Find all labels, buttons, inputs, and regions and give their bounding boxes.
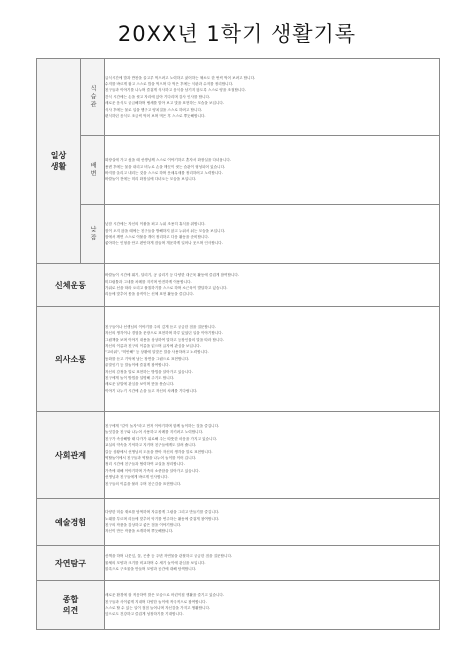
text-line: 노래를 부르며 리듬에 맞추어 악기를 연주하는 활동에 즐겁게 참여합니다. [105,516,220,521]
row-communication [37,307,440,412]
text-line: 편식하던 음식도 조금씩 먹어 보며 먹은 후 스스로 뿌듯해합니다. [105,114,206,119]
text-line: 자신이 만든 작품을 소개하며 뿌듯해합니다. [105,529,174,534]
text-line: 앞으로도 건강하고 즐겁게 성장하기를 기대합니다. [105,612,184,617]
text-nature [105,546,440,581]
text-line: 급식시간에 밥과 반찬을 골고루 먹으려고 노력하고 싫어하는 채소도 한 번씩 먹어 보려고 합니다. [105,75,256,80]
text-line: 다양한 미술 재료를 탐색하며 자유롭게 그림을 그리고 만들기를 즐깁니다. [105,510,220,515]
text-line: 이야기 나누기 시간에 손을 들고 자신의 차례를 기다립니다. [105,388,198,393]
text-nap [105,205,440,264]
row-toilet [37,136,440,205]
record-table [36,58,440,630]
text-social [105,412,440,499]
text-line: 좋아하는 인형을 안고 편안하게 잠들며 개운하게 일어나 웃으며 인사합니다. [105,241,223,246]
subcategory-toilet: 배변 [81,136,105,205]
text-line: 가족에 대해 이야기하며 가족의 소중함을 알아가고 있습니다. [105,468,200,473]
text-line: 동화를 듣고 기억에 남는 장면을 그림으로 표현합니다. [105,356,190,361]
subcategory-eating: 식습관 [81,59,105,136]
text-overall [105,581,440,630]
category-communication: 의사소통 [37,307,105,412]
category-nature: 자연탐구 [37,546,105,581]
text-line: 친구에게 "같이 놀자"라고 먼저 이야기하며 함께 놀이하는 것을 즐깁니다. [105,423,220,428]
category-social: 사회관계 [37,412,105,499]
page-title: 20XX년 1학기 생활기록 [117,22,357,46]
category-label-part: 생활 [50,162,67,171]
category-daily-life [37,59,81,264]
text-line: 자신의 생각이나 경험을 문장으로 표현하며 하루 있었던 일을 이야기합니다. [105,331,223,336]
text-line: 친구들의 이름을 불러 주며 친근감을 표현합니다. [105,481,182,486]
text-line: 용변 후에는 물을 내리고 비누로 손을 깨끗이 씻는 습관이 형성되어 있습니다. [105,164,226,169]
text-line: 리듬에 맞추어 몸을 움직이는 신체 표현 활동을 즐깁니다. [105,292,194,297]
text-line: 친구들이나 선생님의 이야기를 주의 깊게 듣고 궁금한 점을 질문합니다. [105,324,216,329]
category-physical: 신체운동 [37,264,105,307]
text-line: 친구들과 사이좋게 지내며 다양한 놀이에 적극적으로 참여합니다. [105,599,207,604]
text-line: 자신의 감정을 말로 표현하는 방법을 알아가고 있습니다. [105,369,193,374]
text-line: 바깥놀이 시간에 뛰기, 달리기, 공 굴리기 등 다양한 대근육 활동에 즐겁게 참여합니다. [105,273,240,278]
text-line: "고마워", "미안해" 등 상황에 알맞은 말을 사용하려고 노력합니다. [105,350,209,355]
text-line: 바깥놀이 전에는 미리 화장실에 다녀오는 모습을 보입니다. [105,177,197,182]
text-line: 바지를 올리고 내리는 것을 스스로 하며 옷매무새를 정리하려고 노력합니다. [105,171,223,175]
text-line: 잠에서 깨면 스스로 이불을 개어 정리하고 다음 활동을 준비합니다. [105,235,210,239]
text-line: 놀잇감을 친구와 나누어 사용하고 차례를 지키려고 노력합니다. [105,430,204,435]
text-line: 산책을 하며 나뭇잎, 꽃, 곤충 등 주변 자연물을 관찰하고 궁금한 점을 질문합니다. [105,554,233,559]
category-label-part: 의견 [62,606,79,615]
text-line: 수저를 바르게 잡고 스스로 밥을 먹으며 다 먹은 후에는 식판과 수저를 정리합니다. [105,81,234,86]
text-line: 새로운 환경에 잘 적응하여 밝은 모습으로 어린이집 생활을 즐기고 있습니다. [105,593,225,598]
row-nap [37,205,440,264]
text-toilet [105,136,440,205]
text-line: 블록으로 구조물을 만들며 모양과 공간에 대해 탐색합니다. [105,567,197,572]
text-line: 교실의 약속을 기억하고 지키며 친구들에게도 알려 줍니다. [105,443,197,448]
category-label-part: 종합 [62,595,79,604]
category-overall [37,581,105,630]
row-social [37,412,440,499]
category-label-part: 일상 [50,151,67,160]
text-line: 끝말잇기 등 말놀이에 즐겁게 참여합니다. [105,363,170,368]
text-line: 화장실에 가고 싶을 때 선생님께 스스로 이야기하고 혼자서 화장실을 다녀옵니다. [105,158,231,163]
text-line: 정리 시간에 친구들과 협력하여 교실을 정리합니다. [105,462,185,467]
text-line: 친구의 작품을 감상하고 좋은 점을 이야기합니다. [105,523,182,527]
text-line: 물체의 모양과 크기를 비교하며 수 세기 놀이에 관심을 보입니다. [105,560,206,565]
text-line: 스스로 할 수 있는 일이 점점 늘어나며 자신감을 가지고 생활합니다. [105,606,211,610]
text-line: 친구에게 놀이 방법을 설명해 주기도 합니다. [105,376,175,381]
row-overall [37,581,440,630]
text-line: 친구들과 이야기를 나누며 즐겁게 식사하고 음식을 남기지 않도록 스스로 양을 조절합니다. [105,88,247,93]
text-line: 간식 시간에는 손을 씻고 자리에 앉아 기다리며 감사 인사를 합니다. [105,94,211,99]
row-arts [37,499,440,546]
category-arts: 예술경험 [37,499,105,546]
text-line: 선생님과 친구들에게 바르게 인사합니다. [105,475,169,480]
text-line: 새로운 낱말에 관심을 보이며 뜻을 묻습니다. [105,382,175,387]
row-eating [37,59,440,136]
text-eating [105,59,440,136]
text-communication [105,307,440,412]
text-arts [105,499,440,546]
text-line: 자신의 이름과 친구의 이름을 읽으며 글자에 관심을 보입니다. [105,343,201,348]
text-line: 식사 후에는 물로 입을 헹구고 양치질을 스스로 하려고 합니다. [105,107,203,112]
row-physical [37,264,440,307]
text-line: 가위로 선을 따라 오리고 풀칠하기를 스스로 하며 소근육이 발달하고 있습니다. [105,286,228,290]
text-line: 새로운 음식도 궁금해하며 냄새를 맡아 보고 맛을 표현하는 모습을 보입니다. [105,101,225,106]
text-line: 친구가 속상해할 때 다가가 위로해 주는 따뜻한 마음을 가지고 있습니다. [105,436,218,441]
text-line: 그림책을 보며 이야기 내용을 상상하여 말하고 등장인물의 말을 따라 합니다. [105,337,225,342]
text-line: 역할놀이에서 친구들과 역할을 나누어 놀이를 이어 갑니다. [105,456,197,460]
text-physical [105,264,440,307]
text-line: 낮잠 시간에는 자신의 이불을 펴고 누워 조용히 휴식을 취합니다. [105,222,206,227]
row-nature [37,546,440,581]
text-line: 미끄럼틀과 그네를 차례를 지키며 안전하게 이용합니다. [105,279,192,284]
text-line: 잠이 오지 않을 때에는 친구들을 방해하지 않고 누워서 쉬는 모습을 보입니다. [105,228,226,233]
subcategory-nap: 낮잠 [81,205,105,264]
text-line: 갈등 상황에서 선생님의 도움을 받아 자신의 생각을 말로 표현합니다. [105,449,213,454]
